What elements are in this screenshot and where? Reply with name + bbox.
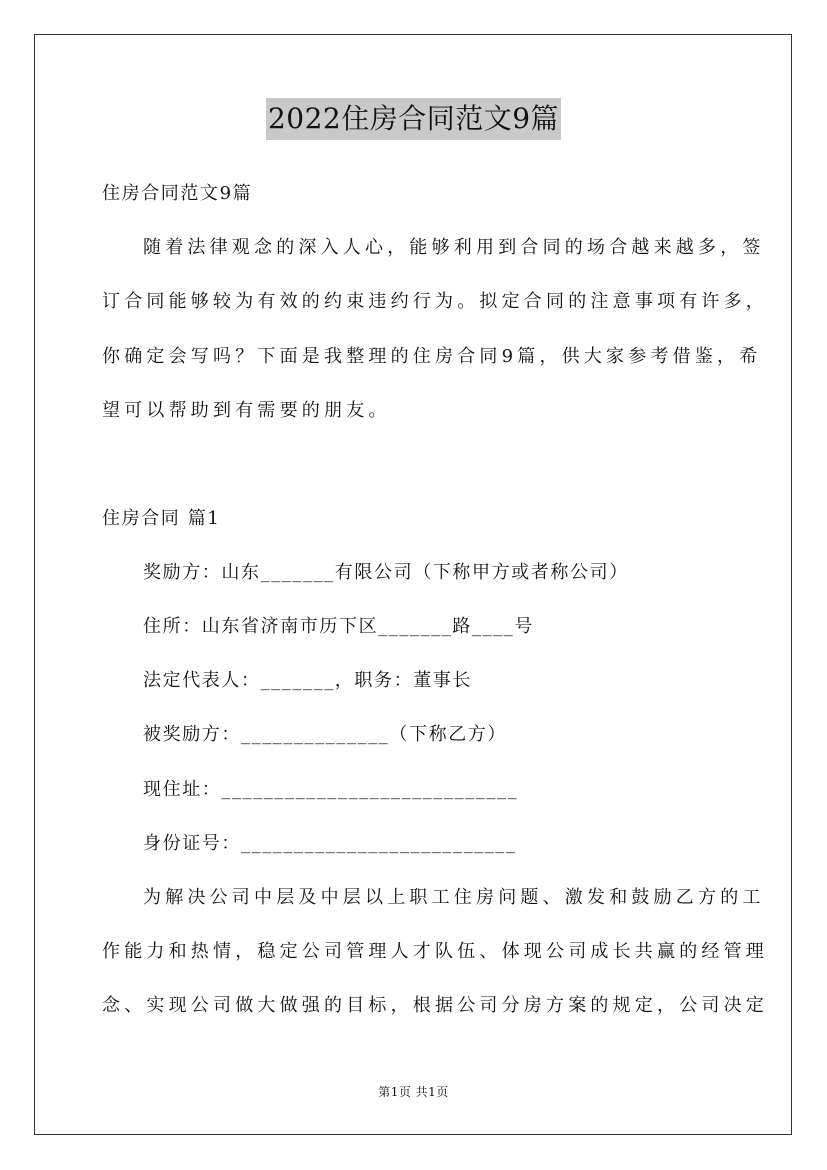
intro-line-2: 订合同能够较为有效的约束违约行为。拟定合同的注意事项有许多， [102, 291, 768, 312]
title-container [0, 98, 827, 140]
body-line-3: 念、实现公司做大做强的目标，根据公司分房方案的规定，公司决定 [102, 995, 768, 1016]
field-rewarded-party: 被奖励方：______________（下称乙方） [143, 724, 507, 745]
field-address: 住所：山东省济南市历下区_______路____号 [143, 616, 534, 637]
field-legal-rep: 法定代表人：_______，职务：董事长 [143, 670, 472, 691]
field-id-number: 身份证号：__________________________ [143, 833, 517, 854]
intro-line-1: 随着法律观念的深入人心，能够利用到合同的场合越来越多，签 [143, 237, 765, 258]
body-line-2: 作能力和热情，稳定公司管理人才队伍、体现公司成长共赢的经管理 [102, 941, 768, 962]
page-footer: 第1页 共1页 [378, 1085, 449, 1099]
field-reward-party: 奖励方：山东_______有限公司（下称甲方或者称公司） [143, 562, 629, 583]
intro-line-4: 望可以帮助到有需要的朋友。 [102, 400, 391, 421]
body-line-1: 为解决公司中层及中层以上职工住房问题、激发和鼓励乙方的工 [143, 887, 765, 908]
section-heading: 住房合同 篇1 [102, 508, 221, 529]
document-subtitle: 住房合同范文9篇 [102, 183, 253, 204]
intro-line-3: 你确定会写吗？下面是我整理的住房合同9篇，供大家参考借鉴，希 [102, 346, 762, 367]
document-title: 2022住房合同范文9篇 [266, 98, 561, 140]
field-current-address: 现住址：____________________________ [143, 779, 519, 800]
